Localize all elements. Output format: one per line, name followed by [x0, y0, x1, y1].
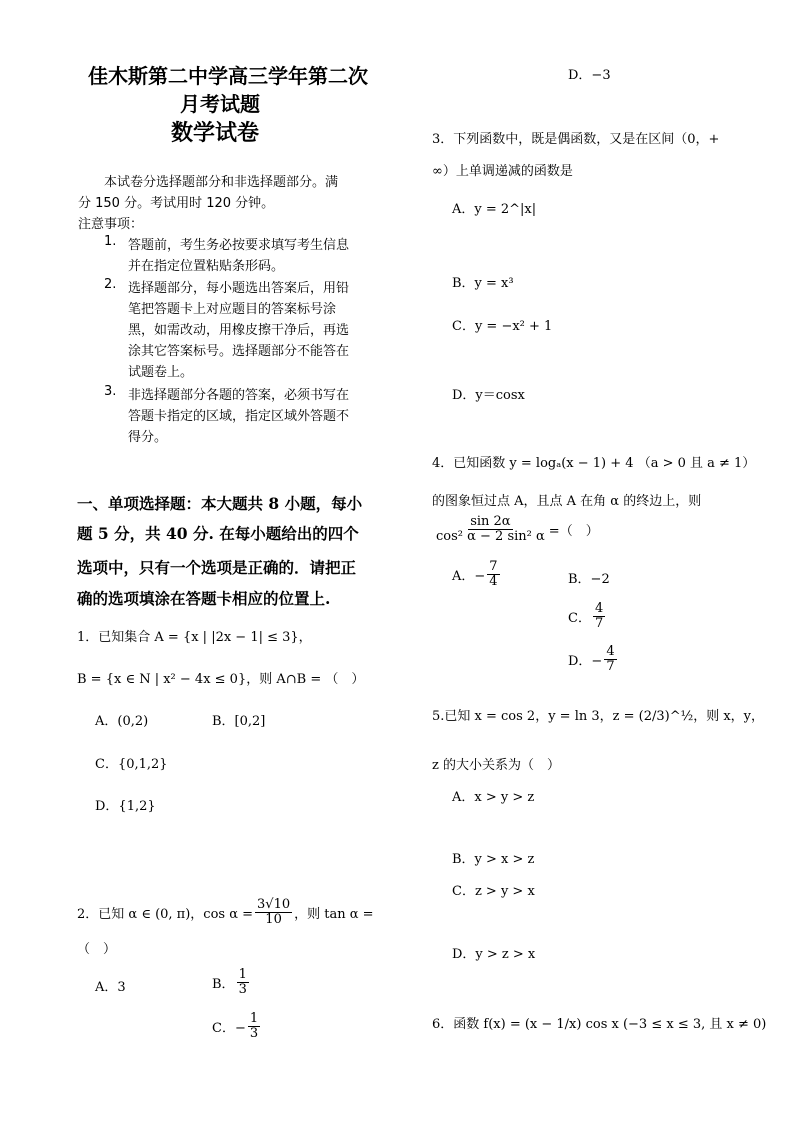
section-heading-line3: 选项中，只有一个选项是正确的．请把正 [77, 558, 357, 577]
question-2-option-c [212, 1012, 262, 1041]
question-5-option-b: B．y > x > z [452, 852, 535, 867]
section-heading-line2: 题 5 分，共 40 分. 在每小题给出的四个 [77, 524, 359, 543]
fraction-denominator: 3 [249, 1026, 259, 1041]
fraction-numerator: 4 [606, 644, 615, 659]
question-4-fraction [434, 515, 547, 544]
option-label: D．− [568, 654, 603, 669]
fraction-denominator: 3 [238, 982, 247, 997]
question-4-option-b: B．−2 [568, 572, 610, 587]
question-1-stem-line1: 1．已知集合 A = {x | |2x − 1| ≤ 3}， [77, 630, 312, 645]
section-heading-line1: 一、单项选择题：本大题共 8 小题，每小 [77, 494, 363, 513]
question-2-stem-a: 2．已知 α ∈ (0, π)，cos α = [77, 907, 254, 922]
notice-item-num: 1. [104, 234, 117, 249]
question-4-fraction-row [432, 515, 599, 544]
question-5-option-d: D．y > z > x [452, 947, 536, 962]
notice-item-line: 得分。 [128, 430, 168, 445]
question-2-paren: （ ） [77, 942, 117, 957]
question-3-stem-line2: ∞）上单调递减的函数是 [432, 164, 573, 179]
notice-item-line: 笔把答题卡上对应题目的答案标号涂 [128, 302, 337, 317]
question-1-option-b: B．[0,2] [212, 714, 266, 729]
fraction-denominator: 7 [606, 659, 615, 674]
question-1-option-c: C．{0,1,2} [95, 757, 168, 772]
option-label: C． [568, 611, 591, 626]
notice-item-line: 涂其它答案标号。选择题部分不能答在 [128, 344, 350, 359]
question-3-option-c: C．y = −x² + 1 [452, 319, 553, 334]
question-5-stem-line2: z 的大小关系为（ ） [432, 758, 560, 773]
exam-title-line2: 月考试题 [180, 92, 260, 116]
option-label: C．− [212, 1021, 246, 1036]
question-1-stem-line2: B = {x ∈ N | x² − 4x ≤ 0}，则 A∩B = （ ） [77, 672, 365, 687]
question-5-option-a: A．x > y > z [452, 790, 535, 805]
question-2-stem-b: ，则 tan α = [294, 907, 374, 922]
intro-paragraph-line2: 分 150 分。考试用时 120 分钟。 [78, 196, 275, 211]
fraction-numerator: 4 [594, 601, 604, 616]
question-3-option-a: A．y = 2^|x| [452, 202, 537, 217]
question-1-option-a: A．(0,2) [95, 714, 149, 729]
question-3-option-d: D．y＝cosx [452, 388, 525, 403]
fraction-denominator: 10 [265, 912, 282, 927]
question-5-option-c: C．z > y > x [452, 884, 535, 899]
question-5-stem-line1: 5.已知 x = cos 2，y = ln 3，z = (2/3)^½，则 x，y， [432, 709, 765, 724]
question-2-stem [77, 898, 374, 927]
notice-item-line: 黑，如需改动，用橡皮擦干净后，再选 [128, 323, 350, 338]
question-4-stem-line2: 的图象恒过点 A，且点 A 在角 α 的终边上，则 [432, 494, 702, 509]
notice-item-num: 2. [104, 277, 117, 292]
question-1-option-d: D．{1,2} [95, 799, 156, 814]
option-fraction [593, 602, 605, 631]
exam-subject-title: 数学试卷 [171, 121, 260, 146]
fraction-numerator: 1 [238, 967, 247, 982]
fraction-numerator: sin 2α [470, 514, 511, 529]
option-fraction [604, 645, 616, 674]
notice-item-line: 选择题部分，每小题选出答案后，用铅 [128, 281, 350, 296]
option-fraction [248, 1012, 260, 1041]
question-4-option-a [452, 560, 502, 589]
option-label: A．− [452, 569, 486, 584]
section-heading-line4: 确的选项填涂在答题卡相应的位置上. [77, 589, 331, 608]
notice-item-line: 并在指定位置粘贴条形码。 [128, 259, 285, 274]
fraction-numerator: 3√10 [257, 897, 291, 912]
question-3-option-b: B．y = x³ [452, 276, 514, 291]
question-3-stem-line1: 3．下列函数中，既是偶函数，又是在区间（0，+ [432, 132, 720, 147]
question-4-tail: =（ ） [548, 524, 599, 539]
option-fraction [237, 968, 249, 997]
question-6-stem: 6．函数 f(x) = (x − 1/x) cos x (−3 ≤ x ≤ 3, 且 x ≠ 0) [432, 1017, 767, 1032]
notice-item-line: 试题卷上。 [128, 365, 194, 380]
fraction-denominator: cos² α − 2 sin² α [436, 529, 545, 544]
option-fraction [487, 560, 499, 589]
question-4-stem-line1: 4．已知函数 y = logₐ(x − 1) + 4 （a > 0 且 a ≠ 1） [432, 456, 756, 471]
intro-paragraph-line1: 本试卷分选择题部分和非选择题部分。满 [104, 175, 339, 190]
question-2-fraction [255, 898, 292, 927]
question-4-option-c [568, 602, 607, 631]
fraction-numerator: 1 [249, 1011, 259, 1026]
notice-item-line: 答题卡指定的区域，指定区域外答题不 [128, 409, 350, 424]
exam-title-line1: 佳木斯第二中学高三学年第二次 [88, 64, 368, 88]
question-2-option-a: A．3 [95, 980, 126, 995]
question-2-option-d: D．−3 [568, 68, 611, 83]
notice-item-line: 非选择题部分各题的答案，必须书写在 [128, 388, 350, 403]
fraction-denominator: 4 [489, 574, 498, 589]
option-label: B． [212, 977, 235, 992]
question-2-option-b [212, 968, 251, 997]
fraction-denominator: 7 [594, 616, 604, 631]
fraction-numerator: 7 [489, 559, 498, 574]
notice-item-num: 3. [104, 384, 117, 399]
question-4-option-d [568, 645, 619, 674]
notice-heading: 注意事项： [78, 217, 144, 232]
notice-item-line: 答题前，考生务必按要求填写考生信息 [128, 238, 350, 253]
